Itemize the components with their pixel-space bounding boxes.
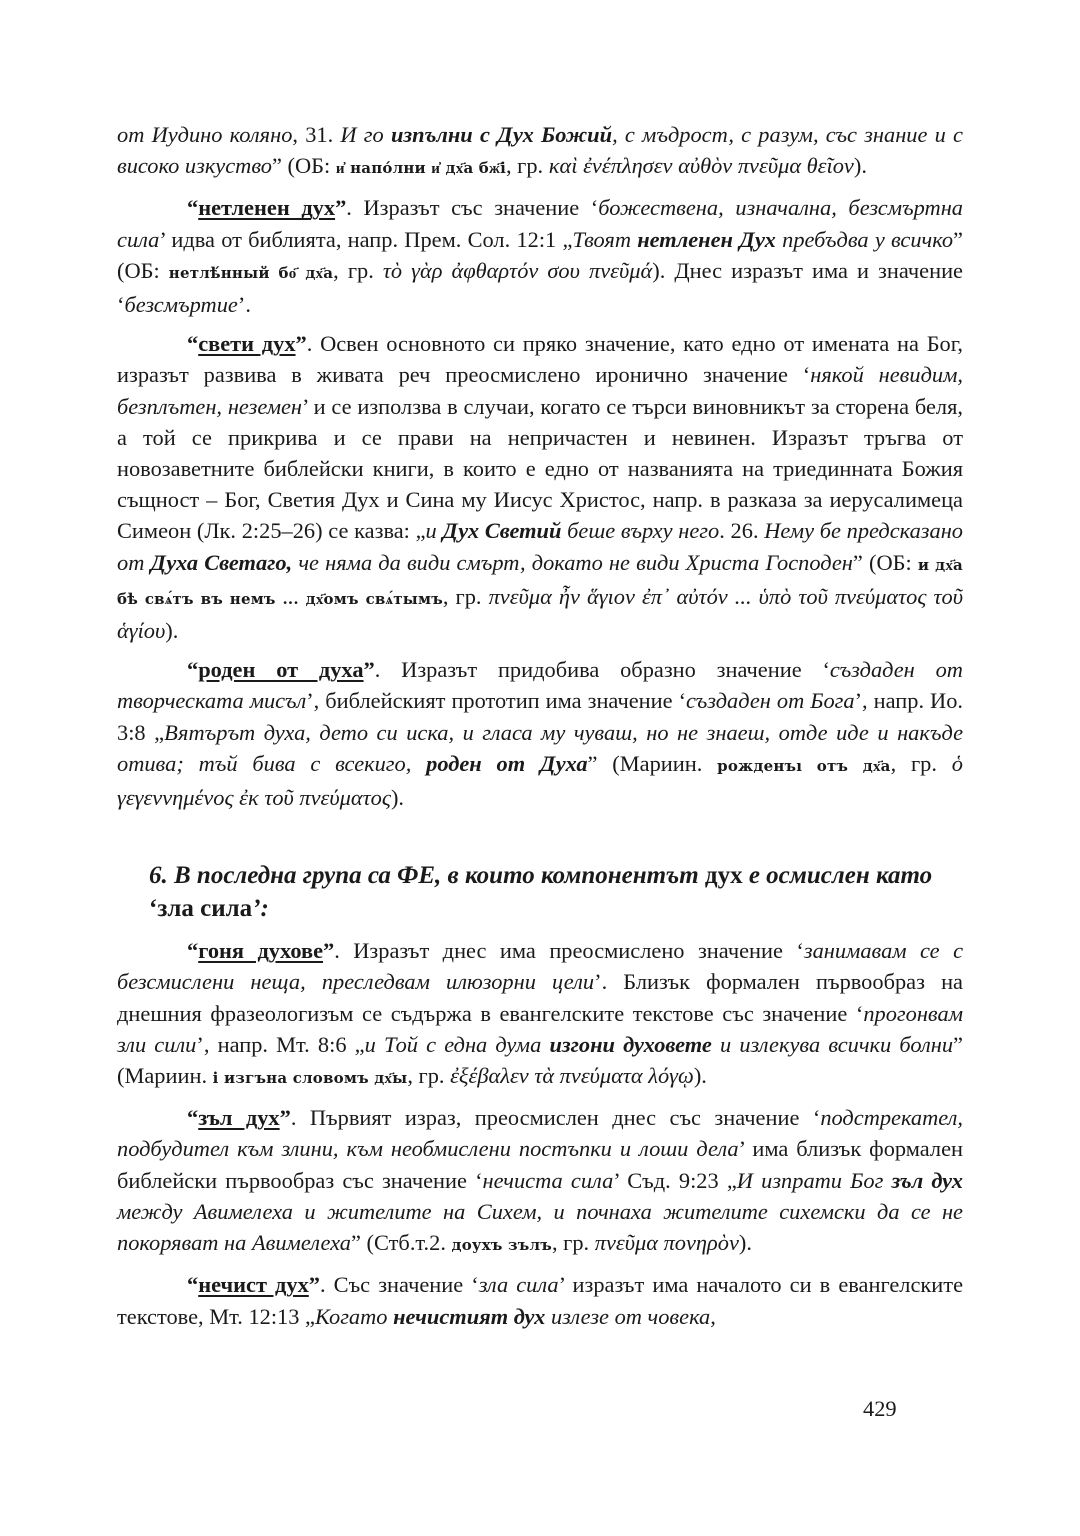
text: . Освен основното си пряко значение, като едно от имената на Бог, изразът развива в живата реч преосмислено иронично значение ‘ <box>117 331 963 388</box>
entry-term: “свети дух” <box>187 331 307 357</box>
emphasis: нетленен Дух <box>637 226 776 252</box>
emphasis: изпълни с Дух Божий <box>390 122 613 147</box>
text: , гр. <box>442 583 489 609</box>
text: ’. Близък формален първообраз на днешния фразеологизъм се съдържа в евангелските текстове със значение ‘ <box>117 969 963 1026</box>
text: . Изразът днес има преосмислено значение ‘ <box>334 938 804 964</box>
text: от Иудино коляно <box>117 122 293 147</box>
text: и Той с една дума <box>364 1031 550 1057</box>
text: между Авимелеха и жителите на Сихем, и почнаха жителите сихемски да се не покоряват на Авимелеха <box>117 1198 963 1256</box>
church-slavonic-quote: и дх҃а бѣ свѧ́тъ въ немъ ... дх҃омъ свѧ́тымъ <box>117 555 963 608</box>
term-text: гоня духове <box>198 938 324 964</box>
text: Нему бе предсказано от <box>117 518 964 575</box>
text: ” (Мариин. <box>587 750 718 776</box>
text: ’ изразът има началото си в евангелските текстове, Мт. 12:13 „ <box>117 1272 964 1329</box>
text: пребъдва у всичко <box>775 226 954 252</box>
greek-quote: τὸ γὰρ ἀφθαρτόν σου πνεῦμά <box>382 257 653 283</box>
text: ” (Мариин. <box>117 1031 963 1089</box>
entry-nechist-duh <box>117 1269 963 1331</box>
emphasis: Дух Светий <box>442 518 562 544</box>
term-text: роден от духа <box>198 657 364 683</box>
text: е осмислен като <box>742 862 933 890</box>
text: зла сила <box>478 1272 559 1298</box>
text: беше върху него <box>561 518 720 544</box>
church-slavonic-quote: рожденъı отъ дх҃а <box>717 756 891 775</box>
entry-term: “гоня духове” <box>187 938 335 964</box>
emphasis: изгони духовете <box>549 1031 712 1057</box>
emphasis: зъл дух <box>891 1167 964 1193</box>
church-slavonic-quote: і изгъна словомъ дх҃ы <box>212 1069 408 1088</box>
document-page <box>117 119 963 1332</box>
greek-quote: καὶ ἐνέπλησεν αὐθὸν πνεῦμα θεῖον <box>548 153 854 179</box>
term-text: нетленен дух <box>198 195 336 221</box>
entry-sveti-duh <box>117 328 963 646</box>
text: И изпрати Бог <box>736 1167 892 1193</box>
text: подстрекател, подбудител към злини, към необмислени постъпки и лоши дела <box>117 1105 964 1162</box>
text: И го <box>340 122 391 147</box>
text: , гр. <box>890 750 952 776</box>
text: , с мъдрост, с разум, със знание и с високо изкуство <box>117 122 963 179</box>
church-slavonic-quote: и҆ напо́лни и҆ дх҃а бж҃і <box>335 159 506 178</box>
text: божествена, изначална, безсмъртна сила <box>117 195 963 252</box>
text: . Изразът придобива образно значение ‘ <box>374 657 830 683</box>
text: ’ идва от библията, напр. Прем. Сол. 12:1 „ <box>159 226 573 252</box>
intro-paragraph <box>117 119 963 184</box>
text: ’ и се използва в случаи, когато се търси виновникът за сторена беля, а той се прикрива и се прави на непричастен и невинен. Изразът тръгва от новозаветните библейски книги, в които е едно от названията на триединната Божия същност – Бог, Светия Дух и Сина му Иисус Христос, напр. в разказа за иерусалимеца Симеон (Лк. 2:25–26) се казва: „ <box>117 393 963 544</box>
text: ” (Стб.т.2. <box>351 1230 452 1256</box>
text: Твоят <box>572 226 638 252</box>
text: прогонвам зли сили <box>117 1000 963 1057</box>
entry-roden-ot-duha <box>117 654 963 813</box>
emphasis: роден от Духа <box>426 750 588 776</box>
church-slavonic-quote: доухъ зълъ <box>451 1236 552 1255</box>
entry-term: “роден от духа” <box>187 657 375 683</box>
text: , 31. <box>292 122 341 147</box>
text: занимавам се с безсмислени неща, преследвам илюзорни цели <box>117 938 964 995</box>
text: ). <box>738 1230 752 1256</box>
text: . Със значение ‘ <box>319 1272 479 1298</box>
term-text: зъл дух <box>198 1105 280 1131</box>
text: , гр. <box>505 153 549 179</box>
text: че няма да види смърт, докато не види Христа Господен <box>292 549 853 575</box>
text: и излекува всички болни <box>711 1031 954 1057</box>
text: Когато <box>314 1303 394 1329</box>
greek-quote: ὁ γεγεννημένος ἐκ τοῦ πνεύματος <box>117 750 963 811</box>
text: ” (ОБ: <box>117 226 963 283</box>
entry-term: “нетленен дух” <box>187 195 347 221</box>
text: 6. В последна група са ФЕ, в които компонентът <box>149 862 705 890</box>
text: ” (ОБ: <box>852 549 918 575</box>
text: , гр. <box>551 1230 595 1256</box>
text: , гр. <box>333 257 383 283</box>
text: ‘зла сила <box>149 895 253 923</box>
section-heading <box>149 859 963 925</box>
text: и <box>425 518 443 544</box>
text: създаден от Бога <box>686 688 855 714</box>
text: ’, библейският прототип има значение ‘ <box>306 688 687 714</box>
church-slavonic-quote: нетлѣ́нный бо҃ дх҃а <box>168 263 334 282</box>
entry-term: “зъл дух” <box>187 1105 291 1131</box>
greek-quote: ἐξέβαλεν τὰ πνεύματα λόγῳ <box>450 1063 694 1089</box>
entry-term: “нечист дух” <box>187 1272 320 1298</box>
emphasis: Духа Светаго, <box>150 549 293 575</box>
page-number: 429 <box>863 1396 897 1421</box>
greek-quote: πνεῦμα ἦν ἅγιον ἐπ᾽ αὐτόν ... ὑπὸ τοῦ πνεύματος τοῦ ἁγίου <box>117 583 963 644</box>
text: ’, напр. Ио. 3:8 „ <box>117 688 964 745</box>
text: ). <box>853 153 867 179</box>
greek-quote: πνεῦμα πονηρὸν <box>594 1230 739 1256</box>
text: ). <box>693 1063 707 1089</box>
text: ). <box>165 618 179 644</box>
text: нечиста сила <box>482 1167 614 1193</box>
text: ’ Съд. 9:23 „ <box>613 1167 737 1193</box>
text: създаден от творческата мисъл <box>117 657 963 714</box>
entry-netlenen-duh <box>117 192 963 320</box>
emphasis: нечистият дух <box>393 1303 546 1329</box>
text: ). Днес изразът има и значение ‘ <box>117 257 963 318</box>
text: дух <box>704 862 743 890</box>
text: излезе от човека, <box>545 1303 716 1329</box>
entry-zal-duh <box>117 1102 963 1261</box>
term-text: свети дух <box>198 331 296 357</box>
term-text: нечист дух <box>198 1272 309 1298</box>
text: , гр. <box>407 1063 451 1089</box>
text: ). <box>390 785 405 811</box>
text: ’, напр. Мт. 8:6 „ <box>196 1031 365 1057</box>
text: ” (ОБ: <box>271 153 336 179</box>
text: ’. <box>237 292 251 318</box>
entry-gonya-duhove <box>117 935 963 1094</box>
text: . 26. <box>719 518 765 544</box>
text: . Изразът със значение ‘ <box>346 195 599 221</box>
text: някой невидим, безплътен, неземен <box>117 362 963 419</box>
text: ’ има близък формален библейски първообраз със значение ‘ <box>117 1136 963 1193</box>
text: ’: <box>252 895 269 923</box>
text: Вятърът духа, дето си иска, и гласа му чуваш, но не знаеш, отде иде и накъде отива; тъй бива с всекиго, <box>117 719 964 776</box>
text: . Първият израз, преосмислен днес със значение ‘ <box>290 1105 821 1131</box>
text: безсмъртие <box>124 292 238 318</box>
